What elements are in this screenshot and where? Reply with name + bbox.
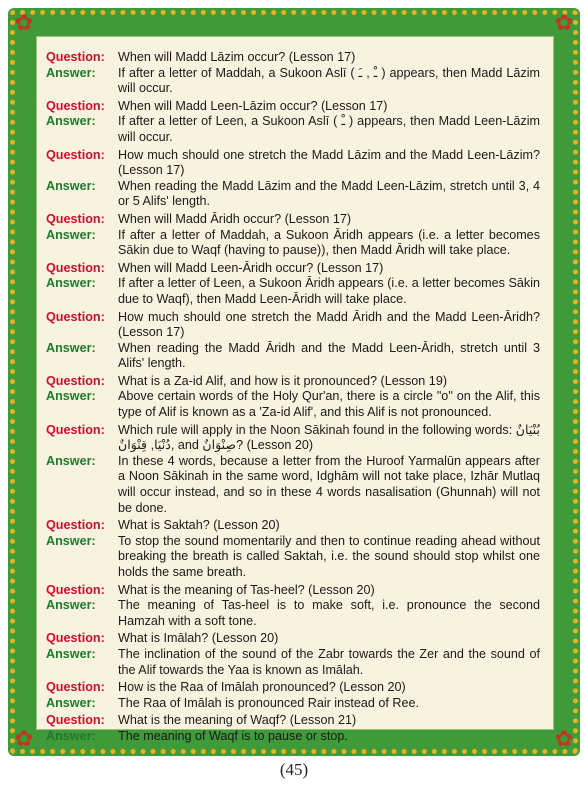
question-row — [40, 583, 548, 599]
answer-label: Answer: — [46, 533, 96, 548]
question-text: What is a Za-id Alif, and how is it pronounced? (Lesson 19) — [118, 373, 448, 388]
answer-text: The Raa of Imālah is pronounced Rair instead of Ree. — [118, 695, 420, 710]
answer-row — [40, 66, 548, 97]
question-row — [40, 212, 548, 228]
question-label: Question: — [46, 373, 105, 388]
question-label: Question: — [46, 422, 105, 437]
corner-ornament-icon: ✿ — [554, 727, 574, 752]
answer-label: Answer: — [46, 65, 96, 80]
question-text: When will Madd Āridh occur? (Lesson 17) — [118, 211, 352, 226]
question-text: Which rule will apply in the Noon Sākinah found in the following words: بُنْيَانٌ ,دُنْيَا, قِنْوَانٌ and صِنْوَانٌ? (Lesson 20) — [118, 422, 540, 453]
question-row — [40, 374, 548, 390]
question-text: What is Imālah? (Lesson 20) — [118, 631, 279, 646]
answer-label: Answer: — [46, 598, 96, 613]
answer-label: Answer: — [46, 227, 96, 242]
question-label: Question: — [46, 260, 105, 275]
answer-text: If after a letter of Leen, a Sukoon Aslī ( ﹿ ) appears, then Madd Leen-Lāzim will occur. — [118, 114, 540, 144]
question-label: Question: — [46, 98, 105, 113]
question-row — [40, 148, 548, 179]
answer-text: If after a letter of Leen, a Sukoon Āridh appears (i.e. a letter becomes Sākin due to Waqf), then Madd Leen-Āridh will take place. — [118, 276, 540, 306]
question-label: Question: — [46, 582, 105, 597]
question-label: Question: — [46, 211, 105, 226]
answer-text: In these 4 words, because a letter from the Huroof Yarmalūn appears after a Noon Sākinah in the same word, Idghām will not take place, Izhār Mutlaq will occur instead, and so in these 4 words nasalisation (Ghunnah) will not be done. — [118, 453, 540, 515]
answer-row — [40, 276, 548, 307]
question-label: Question: — [46, 50, 105, 64]
question-label: Question: — [46, 680, 105, 695]
question-row — [40, 99, 548, 115]
corner-ornament-icon: ✿ — [14, 11, 34, 36]
answer-text: If after a letter of Maddah, a Sukoon Aslī ( ﹿ , ﹷ ) appears, then Madd Lāzim will occur. — [118, 65, 540, 96]
question-text: When will Madd Leen-Āridh occur? (Lesson 17) — [118, 260, 384, 275]
question-text: How much should one stretch the Madd Lāzim and the Madd Leen-Lāzim? (Lesson 17) — [118, 147, 540, 178]
answer-text: When reading the Madd Āridh and the Madd Leen-Āridh, stretch until 3 Alifs' length. — [118, 340, 540, 371]
question-row — [40, 310, 548, 341]
question-row — [40, 518, 548, 534]
question-row — [40, 713, 548, 729]
answer-label: Answer: — [46, 646, 96, 661]
question-row — [40, 50, 548, 66]
answer-row — [40, 341, 548, 372]
answer-text: The meaning of Waqf is to pause or stop. — [118, 728, 348, 743]
question-text: How much should one stretch the Madd Āridh and the Madd Leen-Āridh? (Lesson 17) — [118, 309, 540, 340]
qa-list — [40, 50, 548, 745]
answer-row — [40, 114, 548, 145]
question-row — [40, 680, 548, 696]
answer-text: When reading the Madd Lāzim and the Madd Leen-Lāzim, stretch until 3, 4 or 5 Alifs' length. — [118, 178, 540, 209]
page-number: (45) — [279, 760, 309, 779]
answer-text: Above certain words of the Holy Qur'an, there is a circle "o" on the Alif, this type of Alif is known as a 'Za-id Alif', and this Alif is not pronounced. — [118, 389, 540, 420]
question-text: When will Madd Lāzim occur? (Lesson 17) — [118, 50, 356, 64]
answer-row — [40, 179, 548, 210]
answer-text: To stop the sound momentarily and then to continue reading ahead without breaking the breath is called Saktah, i.e. the sound should stop whilst one holds the same breath. — [118, 533, 540, 579]
answer-row — [40, 228, 548, 259]
answer-label: Answer: — [46, 695, 96, 710]
answer-row — [40, 729, 548, 745]
question-row — [40, 631, 548, 647]
question-text: What is Saktah? (Lesson 20) — [118, 518, 280, 533]
answer-row — [40, 598, 548, 629]
question-label: Question: — [46, 147, 105, 162]
answer-row — [40, 454, 548, 516]
answer-row — [40, 389, 548, 420]
answer-label: Answer: — [46, 340, 96, 355]
question-row — [40, 261, 548, 277]
question-text: When will Madd Leen-Lāzim occur? (Lesson 17) — [118, 98, 388, 113]
answer-label: Answer: — [46, 114, 96, 129]
question-text: How is the Raa of Imālah pronounced? (Lesson 20) — [118, 680, 406, 695]
question-row — [40, 423, 548, 454]
corner-ornament-icon: ✿ — [14, 727, 34, 752]
answer-label: Answer: — [46, 453, 96, 468]
corner-ornament-icon: ✿ — [554, 11, 574, 36]
answer-label: Answer: — [46, 728, 96, 743]
answer-label: Answer: — [46, 276, 96, 291]
answer-row — [40, 534, 548, 581]
question-label: Question: — [46, 309, 105, 324]
question-label: Question: — [46, 713, 105, 728]
answer-text: The meaning of Tas-heel is to make soft, i.e. pronounce the second Hamzah with a soft tone. — [118, 598, 540, 628]
answer-text: If after a letter of Maddah, a Sukoon Āridh appears (i.e. a letter becomes Sākin due to Waqf (having to pause)), then Madd Āridh will take place. — [118, 227, 540, 258]
answer-label: Answer: — [46, 178, 96, 193]
answer-row — [40, 696, 548, 712]
question-label: Question: — [46, 631, 105, 646]
answer-row — [40, 647, 548, 678]
answer-text: The inclination of the sound of the Zabr towards the Zer and the sound of the Alif towards the Yaa is known as Imālah. — [118, 646, 540, 677]
answer-label: Answer: — [46, 389, 96, 404]
question-text: What is the meaning of Tas-heel? (Lesson 20) — [118, 582, 375, 597]
question-text: What is the meaning of Waqf? (Lesson 21) — [118, 713, 357, 728]
question-label: Question: — [46, 518, 105, 533]
